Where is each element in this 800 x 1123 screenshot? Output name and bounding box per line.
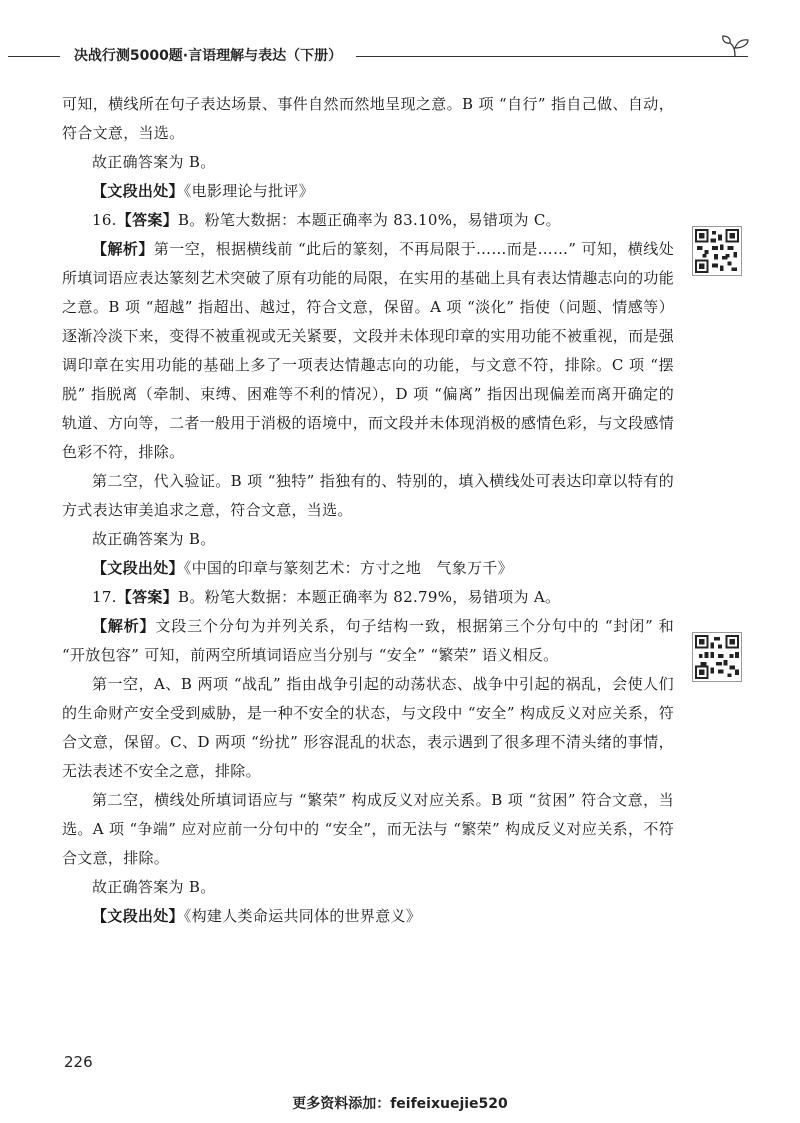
- answer-conclusion: 故正确答案为 B。: [92, 878, 216, 896]
- source-line: 【文段出处】《构建人类命运共同体的世界意义》: [92, 907, 422, 925]
- running-header-title: 决战行测5000题·言语理解与表达（下册）: [73, 48, 343, 64]
- answer-label: 【答案】: [116, 588, 178, 606]
- answer-conclusion: 故正确答案为 B。: [92, 153, 216, 171]
- text-paragraph: 第二空，代入验证。B 项 “独特” 指独有的、特别的，填入横线处可表达印章以特有的方式表达审美追求之意，符合文意，当选。: [62, 472, 674, 519]
- analysis-label: 【解析】: [92, 240, 154, 258]
- qr-code-icon[interactable]: [692, 226, 742, 276]
- text-paragraph: 第一空，A、B 两项 “战乱” 指由战争引起的动荡状态、战争中引起的祸乱，会使人们的生命财产安全受到威胁，是一种不安全的状态，与文段中 “安全” 构成反义对应关系，符合文意，保留。C、D 两项 “纷扰” 形容混乱的状态，表示遇到了很多理不清头绪的事情，无法表述不安全之意，排除。: [62, 675, 674, 780]
- text-paragraph: 第二空，横线处所填词语应与 “繁荣” 构成反义对应关系。B 项 “贫困” 符合文意，当选。A 项 “争端” 应对应前一分句中的 “安全”，而无法与 “繁荣” 构成反义对应关系，不符合文意，排除。: [62, 791, 674, 867]
- header-rule-right: [356, 56, 748, 57]
- analysis-paragraph: 【解析】第一空，根据横线前 “此后的篆刻，不再局限于……而是……” 可知，横线处所填词语应表达篆刻艺术突破了原有功能的局限，在实用的基础上具有表达情趣志向的功能之意。B 项 “超越” 指超出、越过，符合文意，保留。A 项 “淡化” 指使（问题、情感等）逐渐冷淡下来，变得不被重视或无关紧要，文段并未体现印章的实用功能不被重视，而是强调印章在实用功能的基础上多了一项表达情趣志向的功能，与文意不符，排除。C 项 “摆脱” 指脱离（牵制、束缚、困难等不利的情况），D 项 “偏离” 指因出现偏差而离开确定的轨道、方向等，二者一般用于消极的语境中，而文段并未体现消极的感情色彩，与文段感情色彩不符，排除。: [62, 240, 675, 461]
- sprout-icon: [720, 34, 754, 58]
- analysis-paragraph: 【解析】文段三个分句为并列关系，句子结构一致，根据第三个分句中的 “封闭” 和 “开放包容” 可知，前两空所填词语应当分别与 “安全” “繁荣” 语义相反。: [62, 617, 674, 664]
- question-17-answer: 17.【答案】B。粉笔大数据：本题正确率为 82.79%，易错项为 A。: [92, 588, 561, 606]
- text-paragraph: 可知，横线所在句子表达场景、事件自然而然地呈现之意。B 项 “自行” 指自己做、自动，符合文意，当选。: [62, 95, 674, 142]
- qr-code-icon[interactable]: [692, 632, 742, 682]
- answer-label: 【答案】: [116, 211, 178, 229]
- answer-conclusion: 故正确答案为 B。: [92, 530, 216, 548]
- page-number: 226: [64, 1053, 93, 1071]
- page-body: [62, 90, 674, 931]
- footer-note: 更多资料添加：feifeixuejie520: [292, 1096, 508, 1112]
- source-label: 【文段出处】: [92, 182, 184, 200]
- analysis-label: 【解析】: [92, 617, 156, 635]
- source-line: 【文段出处】《中国的印章与篆刻艺术：方寸之地 气象万千》: [92, 559, 513, 577]
- question-number: 17.: [92, 588, 117, 606]
- source-label: 【文段出处】: [92, 559, 184, 577]
- source-line: 【文段出处】《电影理论与批评》: [92, 182, 315, 200]
- question-16-answer: 16.【答案】B。粉笔大数据：本题正确率为 83.10%，易错项为 C。: [92, 211, 561, 229]
- question-number: 16.: [92, 211, 117, 229]
- source-label: 【文段出处】: [92, 907, 184, 925]
- header-rule-left: [8, 56, 60, 57]
